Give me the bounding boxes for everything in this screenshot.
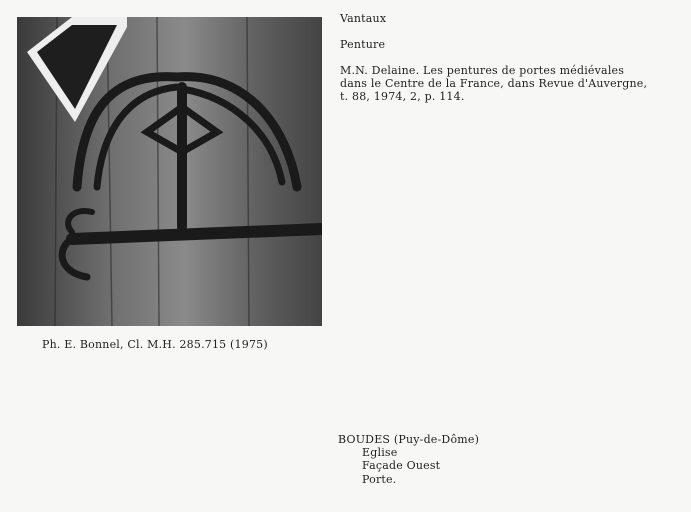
reference-line: t. 88, 1974, 2, p. 114. bbox=[340, 90, 465, 103]
location-line: Façade Ouest bbox=[362, 459, 441, 472]
photo-credit: Ph. E. Bonnel, Cl. M.H. 285.715 (1975) bbox=[42, 338, 268, 351]
card-subject: Penture bbox=[340, 38, 386, 51]
reference-line: dans le Centre de la France, dans Revue d'Auvergne, bbox=[340, 77, 648, 90]
location-commune: BOUDES (Puy-de-Dôme) bbox=[338, 433, 480, 446]
location-line: Eglise bbox=[362, 446, 398, 459]
reference-line: M.N. Delaine. Les pentures de portes médiévales bbox=[340, 64, 625, 77]
card-heading: Vantaux bbox=[340, 12, 387, 25]
door-hinge-photo bbox=[17, 17, 322, 326]
location-line: Porte. bbox=[362, 473, 397, 486]
